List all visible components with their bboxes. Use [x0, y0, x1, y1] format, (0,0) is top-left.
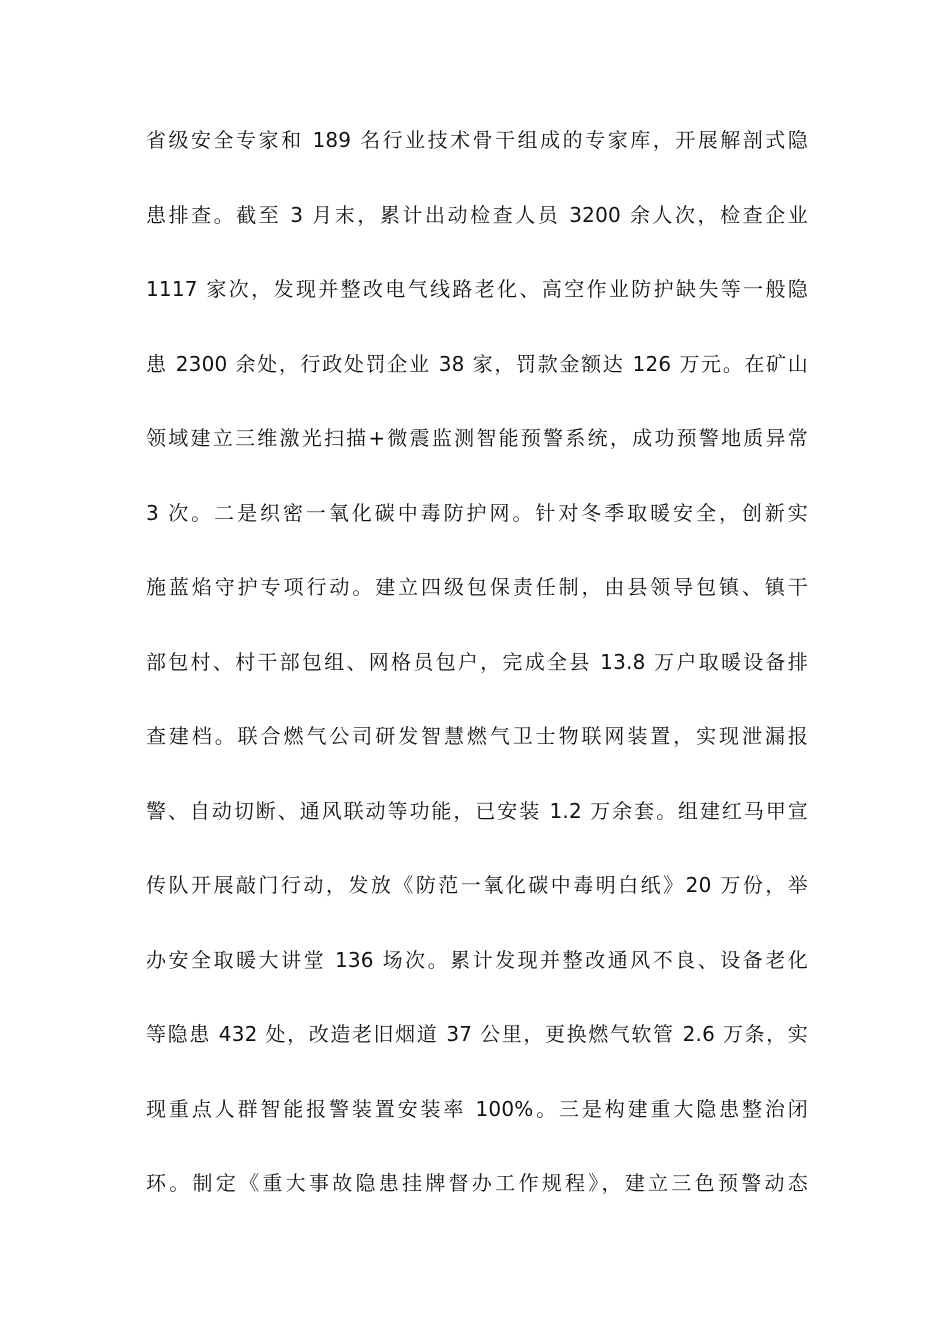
body-paragraph [146, 118, 808, 1236]
text-line-15: 环。制定《重大事故隐患挂牌督办工作规程》，建立三色预警动态 [146, 1171, 808, 1195]
text-line-12: 办安全取暖大讲堂 136 场次。累计发现并整改通风不良、设备老化 [146, 947, 808, 972]
text-line-5: 领域建立三维激光扫描+微震监测智能预警系统，成功预警地质异常 [146, 426, 808, 450]
text-line-8: 部包村、村干部包组、网格员包户，完成全县 13.8 万户取暖设备排 [146, 649, 808, 674]
text-line-7: 施蓝焰守护专项行动。建立四级包保责任制，由县领导包镇、镇干 [146, 575, 808, 599]
text-line-4: 患 2300 余处，行政处罚企业 38 家，罚款金额达 126 万元。在矿山 [146, 351, 808, 376]
text-line-9: 查建档。联合燃气公司研发智慧燃气卫士物联网装置，实现泄漏报 [146, 724, 808, 748]
text-line-14: 现重点人群智能报警装置安装率 100%。三是构建重大隐患整治闭 [146, 1096, 808, 1121]
text-line-1: 省级安全专家和 189 名行业技术骨干组成的专家库，开展解剖式隐 [146, 128, 808, 152]
text-line-13: 等隐患 432 处，改造老旧烟道 37 公里，更换燃气软管 2.6 万条，实 [146, 1022, 808, 1046]
text-line-10: 警、自动切断、通风联动等功能，已安装 1.2 万余套。组建红马甲宣 [146, 798, 808, 823]
text-line-3: 1117 家次，发现并整改电气线路老化、高空作业防护缺失等一般隐 [146, 277, 808, 301]
text-line-6: 3 次。二是织密一氧化碳中毒防护网。针对冬季取暖安全，创新实 [146, 500, 808, 525]
text-line-2: 患排查。截至 3 月末，累计出动检查人员 3200 余人次，检查企业 [146, 202, 808, 227]
text-line-11: 传队开展敲门行动，发放《防范一氧化碳中毒明白纸》20 万份，举 [146, 873, 808, 897]
